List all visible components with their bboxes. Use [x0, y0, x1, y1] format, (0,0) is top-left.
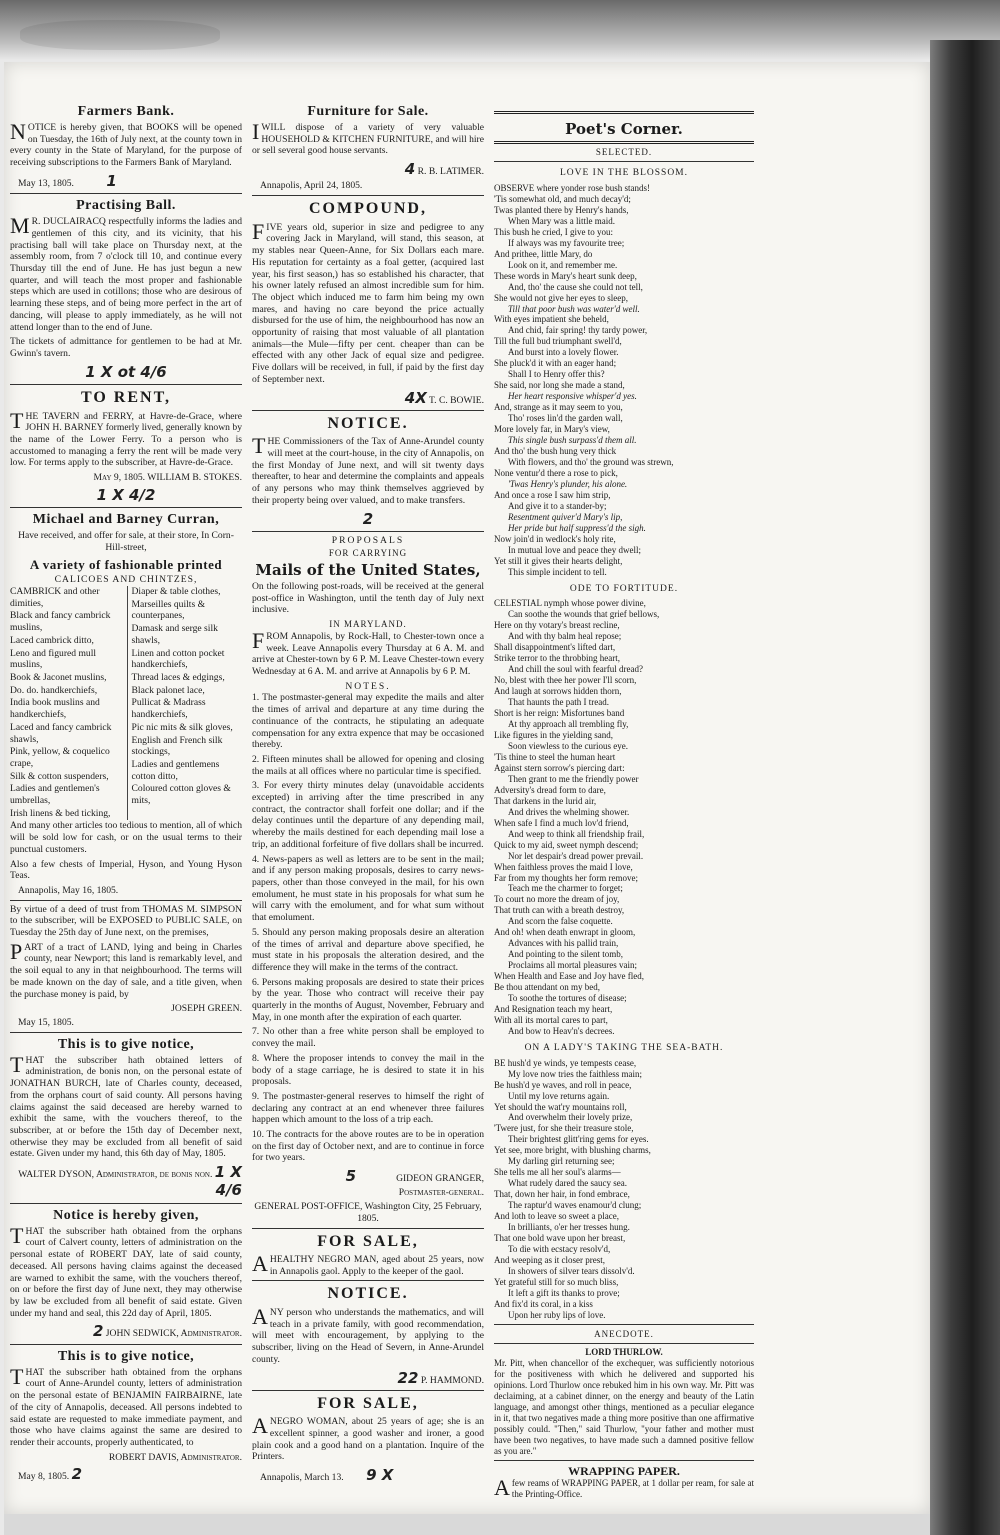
note-item: 2. Fifteen minutes shall be allowed for opening and closing the mails at all offices where no particular time is specified. — [252, 753, 484, 777]
curran-subheading: Have received, and offer for sale, at their store, In Corn-Hill-street, — [18, 530, 234, 553]
green-date: May 15, 1805. — [18, 1016, 74, 1028]
poem-line: Can soothe the wounds that grief bellows, — [508, 609, 660, 620]
poem-line: What rudely dared the saucy sea. — [508, 1178, 627, 1189]
davis-text: THAT the subscriber hath obtained from the orphans court of Anne-Arundel county, letters of administration on the personal estate of BENJAMIN FAIRBAIRNE, late of the city of Annapolis, deceased. All persons indebted to said estate are requested to make immediate payment, and those who have claims against the same are desired to render their accounts, properly authenticated, to — [10, 1363, 242, 1448]
poem-line: Proclaims all mortal pleasures vain; — [508, 960, 637, 971]
poem-line: Upon her ruby lips of love. — [508, 1309, 606, 1320]
poem-line: More lovely far, in Mary's view, — [494, 424, 610, 435]
poem-line: None ventur'd there a rose to pick, — [494, 468, 618, 479]
notes-heading: NOTES. — [345, 680, 391, 692]
note-item: 3. For every thirty minutes delay (unavoidable accidents excepted) in arriving after the time prescribed in any contract, the contractor shall forfeit one dollar; and if the delay continues until the departure of any depending mail, whereby the mails destined for each depending mail lose a trip, an additional forfeiture of five dollars shall be incurred. — [252, 780, 484, 850]
poem-line: Teach me the charmer to forget; — [508, 883, 623, 894]
poem-line: 'Twas Henry's plunder, his alone. — [508, 479, 628, 489]
note-item: 7. No other than a free white person shall be employed to convey the mail. — [252, 1026, 484, 1050]
curran-heading: Michael and Barney Curran, — [32, 512, 220, 528]
curran-calicoes: CALICOES AND CHINTZES, — [54, 574, 198, 586]
divider — [252, 1390, 484, 1391]
poem-line: Tho' roses lin'd the garden wall, — [508, 413, 623, 424]
mails-text: On the following post-roads, will be received at the general post-office in Washington, until the tenth day of July next inclusive. — [252, 580, 484, 616]
poem-line: In brilliants, o'er her tresses hung. — [508, 1222, 630, 1233]
note-item: 1. The postmaster-general may expedite the mails and alter the times of arrival and departure at any time during the continuance of the contracts, he stipulating an adequate compensation for any extra expence that may be occasioned thereby. — [252, 692, 484, 751]
green-intro: By virtue of a deed of trust from THOMAS M. SIMPSON to the subscriber, will be EXPOSED to PUBLIC SALE, on Tuesday the 25th day of June next, on the premises, — [10, 903, 242, 939]
poem-line: With all its mortal cares to part, — [494, 1015, 608, 1026]
poem-line: Shall disappointment's lifted dart, — [494, 642, 616, 653]
poem-line: She said, nor long she made a stand, — [494, 380, 625, 391]
note-item: 10. The contracts for the above routes are to be in operation on the first day of October next, and are to continue in force for two years. — [252, 1129, 484, 1164]
goods-item: Pullicat & Madrass handkerchiefs, — [131, 697, 206, 721]
poem-line: This single bush surpass'd them all. — [508, 435, 637, 446]
poem-line: 'Twere just, for she their treasure stole, — [494, 1123, 634, 1134]
poem-line: And, tho' the cause she could not tell, — [508, 281, 643, 292]
poem-line: In showers of silver tears dissolv'd. — [508, 1266, 635, 1277]
poem-line: With flowers, and tho' the ground was strewn, — [508, 457, 674, 468]
green-text: PART of a tract of LAND, lying and being in Charles county, near Newport; this land is remarkably level, and the soil equal to any in that neighbourhood. The terms will be made known on the day of sale, and a title given, when the purchase money is paid, by — [10, 938, 242, 1000]
poem-line: She tells me all her soul's alarms— — [494, 1167, 621, 1178]
poem-line: OBSERVE where yonder rose bush stands! — [494, 182, 651, 193]
goods-item: Coloured cotton gloves & mits, — [131, 783, 231, 807]
farmers-bank-text: NOTICE is hereby given, that BOOKS will be opened on Tuesday, the 16th of July next, at the county town in every county in the State of Maryland, for the purpose of receiving subscriptions to the Farmers Bank of Maryland. — [10, 119, 242, 169]
notice-heading: NOTICE. — [327, 414, 409, 432]
poem-line: Against stern sorrow's piercing dart: — [494, 762, 625, 773]
furniture-signature: 4 R. B. LATIMER. — [404, 160, 484, 179]
compound-heading: COMPOUND, — [309, 200, 427, 218]
poem-line: Now join'd in wedlock's holy rite, — [494, 533, 616, 544]
poem-line: She would not give her eyes to sleep, — [494, 292, 628, 303]
poem-line: Till the full bud triumphant swell'd, — [494, 336, 622, 347]
divider — [252, 410, 484, 411]
poem-sea-bath — [494, 1058, 754, 1321]
dyson-signature: WALTER DYSON, Administrator, de bonis non. 1 X 4/6 — [18, 1163, 242, 1200]
poem-line: Their brightest glitt'ring gems for eyes. — [508, 1134, 649, 1145]
handwritten-mark: 1 X 4/2 — [96, 485, 156, 504]
poem-line: Until my love returns again. — [508, 1090, 610, 1101]
goods-list-right — [127, 586, 243, 820]
in-maryland: IN MARYLAND. — [329, 618, 407, 629]
goods-item: Silk & cotton suspenders, — [10, 770, 109, 782]
general-post-office: GENERAL POST-OFFICE, Washington City, 25 February, 1805. — [254, 1201, 482, 1224]
divider — [10, 384, 242, 385]
poem-line: And oh! when death enwrapt in gloom, — [494, 927, 636, 938]
scan-stain — [20, 20, 220, 50]
divider — [494, 111, 754, 114]
poem-line: Yet see, more bright, with blushing charms, — [494, 1145, 651, 1156]
goods-item: Book & Jaconet muslins, — [10, 672, 107, 683]
poem-line: And weep to think all friendship frail, — [508, 828, 645, 839]
goods-item: Damask and serge silk shawls, — [131, 623, 218, 646]
poem-ode-to-fortitude — [494, 598, 754, 1037]
divider — [252, 1280, 484, 1281]
furniture-heading: Furniture for Sale. — [307, 104, 429, 119]
divider — [252, 1228, 484, 1229]
poem-line: And prithee, little Mary, do — [494, 248, 593, 259]
column-3 — [494, 108, 754, 1503]
poem-line: CELESTIAL nymph whose power divine, — [494, 598, 646, 609]
for-sale2-date: Annapolis, March 13. 9 X — [260, 1466, 394, 1485]
divider — [10, 1032, 242, 1033]
thurlow-text: Mr. Pitt, when chancellor of the exchequer, was sufficiently notorious for the positiveness with which he delivered and supported his opinions. Lord Thurlow once rebuked him in his own way. Mr. Pitt was declaiming, at a cabinet dinner, on the energy and beauty of the Latin language, and amongst other things, mentioned as a peculiar elegance in it, that two negatives made a thing more positive than one affirmative possibly could. "Then," said Thurlow, "your father and mother must have been two negatives, to have made such a damned positive fellow as you are." — [494, 1357, 754, 1456]
curran-variety: A variety of fashionable printed — [29, 556, 223, 572]
poem-line: When safe I find a much lov'd friend, — [494, 817, 629, 828]
poem-line: Yet still it gives their hearts delight, — [494, 555, 623, 566]
poem-line: She pluck'd it with an eager hand; — [494, 358, 617, 369]
divider — [10, 1344, 242, 1345]
poem-line: To soothe the tortures of disease; — [508, 993, 627, 1004]
poem-line: Like figures in the yielding sand, — [494, 729, 613, 740]
handwritten-mark: 4X — [404, 388, 427, 407]
goods-item: Linen and cotton pocket handkerchiefs, — [131, 647, 225, 671]
poem-line: To court no more the dream of joy, — [494, 894, 620, 905]
goods-item: Do. do. handkerchiefs, — [10, 684, 98, 696]
poem-line: Quick to my aid, sweet nymph descend; — [494, 839, 639, 850]
poem-line: And fix'd its coral, in a kiss — [494, 1298, 593, 1309]
goods-item: Black palonet lace, — [131, 684, 205, 696]
goods-item: English and French silk stockings, — [131, 734, 223, 758]
goods-item: Laced and fancy cambrick shawls, — [10, 721, 112, 745]
poem-line: And with thy balm heal repose; — [508, 631, 622, 642]
poem-line: 'Tis thine to steel the human heart — [494, 751, 616, 762]
poem-title: ON A LADY'S TAKING THE SEA-BATH. — [524, 1043, 724, 1054]
poem-line: That truth can with a breath destroy, — [494, 905, 625, 916]
poem-line: And laugh at sorrows hidden thorn, — [494, 686, 622, 697]
divider — [494, 161, 754, 162]
poem-line: When faithless proves the maid I love, — [494, 861, 633, 872]
goods-item: Ladies and gentlemen's umbrellas, — [10, 783, 100, 807]
poem-line: Yet grateful still for so much bliss, — [494, 1277, 619, 1287]
goods-item: Pic nic mits & silk gloves, — [131, 721, 233, 733]
practising-ball-text: MR. DUCLAIRACQ respectfully informs the ladies and gentlemen of this city, and its vicinity, that his practising ball will take place on Thursday next, at the assembly room, from 7 o'clock till 10, and continue every Thursday till the end of June. He has just begun a new quarter, and will teach the most proper and fashionable steps which are used in cotillons; those who are desirous of learning these steps, and of being more perfect in the art of dancing, will please to apply immediately, as he will not attend longer than to the end of June. — [10, 213, 242, 333]
goods-item: Black and fancy cambrick muslins, — [10, 610, 111, 634]
furniture-date: Annapolis, April 24, 1805. — [260, 180, 363, 192]
poem-line: When Health and Ease and Joy have fled, — [494, 971, 644, 982]
poem-love-in-the-blossom — [494, 183, 754, 578]
poem-line: And pointing to the silent tomb, — [508, 949, 623, 960]
to-rent-text: THE TAVERN and FERRY, at Havre-de-Grace, where JOHN H. BARNEY formerly lived, generally known by the name of the Lower Ferry. To a person who is accustomed to managing a ferry the rent will be made very low. For terms apply to the subscriber, at Havre-de-Grace. — [10, 407, 242, 469]
curran-more: And many other articles too tedious to mention, all of which will be sold low for cash, or on the usual terms to their punctual customers. — [10, 820, 242, 855]
goods-item: India book muslins and handkerchiefs, — [10, 697, 100, 721]
goods-item: Pink, yellow, & coquelico crape, — [10, 746, 110, 769]
thurlow-heading: LORD THURLOW. — [585, 1346, 663, 1357]
divider — [10, 193, 242, 194]
poem-line: And, strange as it may seem to you, — [494, 402, 623, 413]
divider — [494, 1460, 754, 1461]
sedwick-heading: Notice is hereby given, — [53, 1207, 199, 1223]
sedwick-text: THAT the subscriber hath obtained from the orphans court of Calvert county, letters of administration on the personal estate of ROBERT DAY, late of said county, deceased. All persons having claims against the deceased are warned to exhibit the same, with the vouchers thereof, on or before the first day of June next, they may otherwise by law be excluded from all benefit of said estate. Given under my hand and seal, this 22d day of April, 1805. — [10, 1222, 242, 1319]
goods-list-left — [10, 586, 121, 820]
curran-teas: Also a few chests of Imperial, Hyson, and Young Hyson Teas. — [10, 858, 242, 882]
for-sale-text: AHEALTHY NEGRO MAN, aged about 25 years, now in Annapolis gaol. Apply to the keeper of the gaol. — [252, 1251, 484, 1277]
divider — [494, 1324, 754, 1325]
poem-line: And tho' the bush hung very thick — [494, 446, 617, 457]
poem-line: These words in Mary's heart sunk deep, — [494, 270, 637, 281]
practising-ball-heading: Practising Ball. — [76, 198, 176, 214]
poem-line: Twas planted there by Henry's hands, — [494, 204, 629, 215]
poem-line: When Mary was a little maid. — [508, 215, 615, 226]
handwritten-mark: 5 — [345, 1167, 357, 1186]
poem-line: Adversity's dread form to dare, — [494, 784, 606, 795]
goods-item: Irish linens & bed ticking, — [10, 807, 111, 819]
for-sale2-text: ANEGRO WOMAN, about 25 years of age; she is an excellent spinner, a good washer and ironer, a good plain cook and a good hand on a plantation. Inquire of the Printers. — [252, 1413, 484, 1463]
poem-line: Here on thy votary's breast recline, — [494, 620, 620, 631]
note-item: 4. News-papers as well as letters are to be sent in the mail; and if any person making proposals, desires to carry news-papers, other than those conveyed in the mail, for his own emolument, he must state in his proposals for what sum he will carry with the emolument, and for what sum without that emolument. — [252, 853, 484, 924]
poem-line: Then grant to me the friendly power — [508, 773, 639, 784]
anecdote-heading: ANECDOTE. — [594, 1328, 654, 1339]
divider — [10, 900, 242, 901]
poem-title: ODE TO FORTITUDE. — [569, 583, 679, 594]
goods-list — [10, 586, 242, 820]
poem-line: Resentment quiver'd Mary's lip, — [508, 511, 623, 522]
poem-line: My darling girl returning see; — [508, 1156, 615, 1167]
divider — [494, 141, 754, 144]
poem-line: And Resignation teach my heart, — [494, 1004, 613, 1015]
goods-item: Thread laces & edgings, — [131, 672, 225, 683]
handwritten-mark: 4 — [404, 160, 416, 179]
for-sale2-heading: FOR SALE, — [317, 1394, 419, 1412]
davis-date: May 8, 1805. 2 — [18, 1465, 83, 1484]
poem-line: Strike terror to the throbbing heart, — [494, 653, 620, 664]
poem-line: No, blest with thee her power I'll scorn, — [494, 675, 637, 686]
note-item: 5. Should any person making proposals desire an alteration of the times of arrival and departure above specified, he must state in his proposals the alteration desired, and the difference they will make in the terms of the contract. — [252, 926, 484, 973]
handwritten-mark: 1 — [106, 171, 117, 190]
selected-label: SELECTED. — [595, 147, 653, 158]
poem-line: And scorn the false coquette. — [508, 916, 613, 927]
handwritten-mark: 2 — [92, 1322, 104, 1341]
handwritten-mark: 22 — [397, 1368, 419, 1387]
poem-line: That, down her hair, in fond embrace, — [494, 1189, 630, 1200]
poem-line: BE hush'd ye winds, ye tempests cease, — [494, 1057, 637, 1068]
poem-line: Shall I to Henry offer this? — [508, 369, 605, 380]
goods-item: Marseilles quilts & counterpanes, — [131, 598, 206, 622]
note-item: 9. The postmaster-general reserves to himself the right of declaring any contract at an end whenever three failures happen which amount to the loss of a trip each. — [252, 1090, 484, 1126]
poem-line: And overwhelm their lovely prize, — [508, 1112, 633, 1123]
notice2-text: ANY person who understands the mathematics, and will teach in a private family, with good recommendation, will meet with encouragement, by applying to the subscriber, living on the Head of Severn, in Anne-Arundel county. — [252, 1304, 484, 1365]
poem-line: Her heart responsive whisper'd yes. — [508, 391, 637, 402]
poem-line: This simple incident to tell. — [508, 566, 607, 577]
notice-text: THE Commissioners of the Tax of Anne-Arundel county will meet at the court-house, in the city of Annapolis, on the first Monday of June next, and will sit twenty days thereafter, to hear and determine the complaints and appeals of any persons who may think themselves aggrieved by their property being over valued, and to make transfers. — [252, 433, 484, 506]
curran-date: Annapolis, May 16, 1805. — [18, 884, 119, 896]
compound-text: FIVE years old, superior in size and pedigree to any covering Jack in Maryland, will stand, this season, at my stables near Queen-Anne, for Six Dollars each mare. His reputation for certainty as a foal getter, (acquired last year, his first season,) has so established his character, that his owner lately refused an almost incredible sum for him. The object which induced me to farm him being my own mares, and having no care beyond the price actually disbursed for the use of him, the neighbourhood has now an opportunity of raising that most valuable of all plantation animals—the Mule—fifty per cent. cheaper than can be effected with any other Jack of equal size and pedigree. Five dollars will be received, in full, if paid by the first day of September next. — [252, 218, 484, 385]
divider — [252, 531, 484, 532]
farmers-bank-heading: Farmers Bank. — [77, 104, 175, 119]
goods-item: CAMBRICK and other dimities, — [10, 586, 100, 609]
goods-item: Laced cambrick ditto, — [10, 634, 94, 646]
poem-line: Her pride but half suppress'd the sigh. — [508, 522, 646, 533]
column-1 — [10, 100, 242, 1486]
poem-line: The raptur'd waves enamour'd clung; — [508, 1200, 642, 1211]
handwritten-mark: 1 X 4/6 — [214, 1163, 242, 1200]
poem-line: Till that poor bush was water'd well. — [508, 303, 640, 314]
poem-line: If always was my favourite tree; — [508, 237, 625, 248]
poem-line: Advances with his pallid train, — [508, 938, 619, 949]
handwritten-mark: 2 — [71, 1465, 83, 1484]
proposals-heading: PROPOSALS — [331, 534, 405, 546]
wrapping-paper-text: Afew reams of WRAPPING PAPER, at 1 dollar per ream, for sale at the Printing-Office. — [494, 1475, 754, 1501]
poem-line: Nor let despair's dread power prevail. — [508, 850, 644, 861]
poem-line: Be hush'd ye waves, and roll in peace, — [494, 1079, 632, 1090]
davis-signature: ROBERT DAVIS, Administrator. — [108, 1451, 242, 1463]
wrapping-paper-heading: WRAPPING PAPER. — [568, 1463, 680, 1478]
green-signature: JOSEPH GREEN. — [171, 1003, 242, 1015]
divider — [10, 1203, 242, 1204]
poem-line: 'Tis somewhat old, and much decay'd; — [494, 193, 631, 204]
column-2 — [252, 100, 484, 1486]
poem-line: And bow to Heav'n's decrees. — [508, 1026, 615, 1037]
poem-line: Soon viewless to the curious eye. — [508, 740, 628, 751]
poem-line: Be thou attendant on my bed, — [494, 982, 600, 993]
poem-line: That darkens in the lurid air, — [494, 795, 597, 806]
notice2-heading: NOTICE. — [327, 1285, 409, 1303]
poem-line: And chill the soul with fearful dread? — [508, 664, 643, 675]
farmers-bank-date: May 13, 1805. 1 — [18, 171, 117, 190]
poem-line: That one bold wave upon her breast, — [494, 1233, 626, 1244]
poem-line: Far from my thoughts her form remove; — [494, 872, 638, 883]
to-rent-signature: May 9, 1805. WILLIAM B. STOKES. — [93, 472, 242, 484]
poem-line: With eyes impatient she beheld, — [494, 314, 609, 325]
note-item: 6. Persons making proposals are desired to state their prices by the year. Those who contract will receive their pay quarterly in the months of August, November, February and May, in one month after the expiration of each quarter. — [252, 976, 484, 1023]
poem-line: And loth to leave so sweet a place, — [494, 1211, 619, 1222]
note-item: 8. Where the proposer intends to convey the mail in the body of a stage carriage, he is desired to state it in his proposals. — [252, 1052, 484, 1088]
dyson-text: THAT the subscriber hath obtained letters of administration, de bonis non, on the personal estate of JONATHAN BURCH, late of Charles county, deceased, from the orphans court of said county. All persons having claims against the said deceased are hereby warned to exhibit the same, with the vouchers thereof, to the subscriber, at or before the 15th day of December next, otherwise they may be excluded from all benefit of said estate. Given under my hand, this 6th day of May, 1805. — [10, 1051, 242, 1160]
practising-ball-tickets: The tickets of admittance for gentlemen to be had at Mr. Gwinn's tavern. — [10, 336, 242, 359]
dyson-heading: This is to give notice, — [57, 1036, 195, 1052]
handwritten-mark: 1 X ot 4/6 — [85, 362, 167, 381]
for-sale-heading: FOR SALE, — [317, 1232, 419, 1250]
poem-line: And burst into a lovely flower. — [508, 347, 619, 358]
davis-heading: This is to give notice, — [57, 1348, 195, 1364]
compound-signature: 4X T. C. BOWIE. — [404, 388, 484, 407]
poem-line: This bush he cried, I give to you: — [494, 226, 613, 237]
poem-title: LOVE IN THE BLOSSOM. — [559, 168, 689, 179]
goods-item: Diaper & table clothes, — [131, 586, 221, 598]
poem-line: Short is her reign: Misfortunes band — [494, 707, 625, 718]
handwritten-mark: 9 X — [366, 1466, 394, 1485]
goods-item: Leno and figured mull muslins, — [10, 647, 97, 671]
poem-line: At thy approach all trembling fly, — [508, 718, 629, 729]
page-bottom-margin — [4, 1514, 930, 1535]
poem-line: And chid, fair spring! thy tardy power, — [508, 325, 648, 336]
poem-line: And give it to a stander-by; — [508, 500, 607, 511]
proposals-subheading: FOR CARRYING — [328, 547, 408, 558]
divider — [10, 507, 242, 508]
poem-line: That haunts the path I tread. — [508, 697, 609, 708]
divider — [252, 195, 484, 196]
poem-line: To die with ecstacy resolv'd, — [508, 1244, 611, 1255]
granger-signature: 5 GIDEON GRANGER, — [345, 1167, 484, 1186]
poem-line: And once a rose I saw him strip, — [494, 489, 611, 500]
notice2-signature: 22 P. HAMMOND. — [397, 1368, 484, 1387]
poem-line: And weeping as it closer prest, — [494, 1255, 605, 1266]
granger-title: Postmaster-general. — [398, 1187, 484, 1199]
goods-item: Ladies and gentlemens cotton ditto, — [131, 758, 220, 782]
handwritten-mark: 2 — [362, 509, 374, 528]
mails-heading: Mails of the United States, — [255, 560, 481, 579]
poem-line: It left a gift its thanks to prove; — [508, 1287, 620, 1298]
poem-line: And drives the whelming shower. — [508, 806, 630, 817]
poem-line: Yet should the wat'ry mountains roll, — [494, 1101, 627, 1112]
poem-line: Look on it, and remember me. — [508, 259, 618, 270]
book-spine-edge — [930, 40, 1000, 1535]
sedwick-signature: 2 JOHN SEDWICK, Administrator. — [92, 1322, 242, 1341]
poem-line: In mutual love and peace they dwell; — [508, 544, 641, 555]
divider — [494, 1343, 754, 1344]
poets-corner-heading: Poet's Corner. — [565, 120, 683, 138]
poem-line: My love now tries the faithless main; — [508, 1068, 642, 1079]
route-text: FROM Annapolis, by Rock-Hall, to Chester-town once a week. Leave Annapolis every Thursday at 6 A. M. and arrive at Chester-town by 6 P. M. Leave Chester-town every Wednesday at 6 A. M. and arrive at Annapolis by 6 P. M. — [252, 627, 484, 678]
furniture-text: IWILL dispose of a variety of very valuable HOUSEHOLD & KITCHEN FURNITURE, and will hire or sell several good house servants. — [252, 119, 484, 157]
to-rent-heading: TO RENT, — [80, 389, 172, 406]
